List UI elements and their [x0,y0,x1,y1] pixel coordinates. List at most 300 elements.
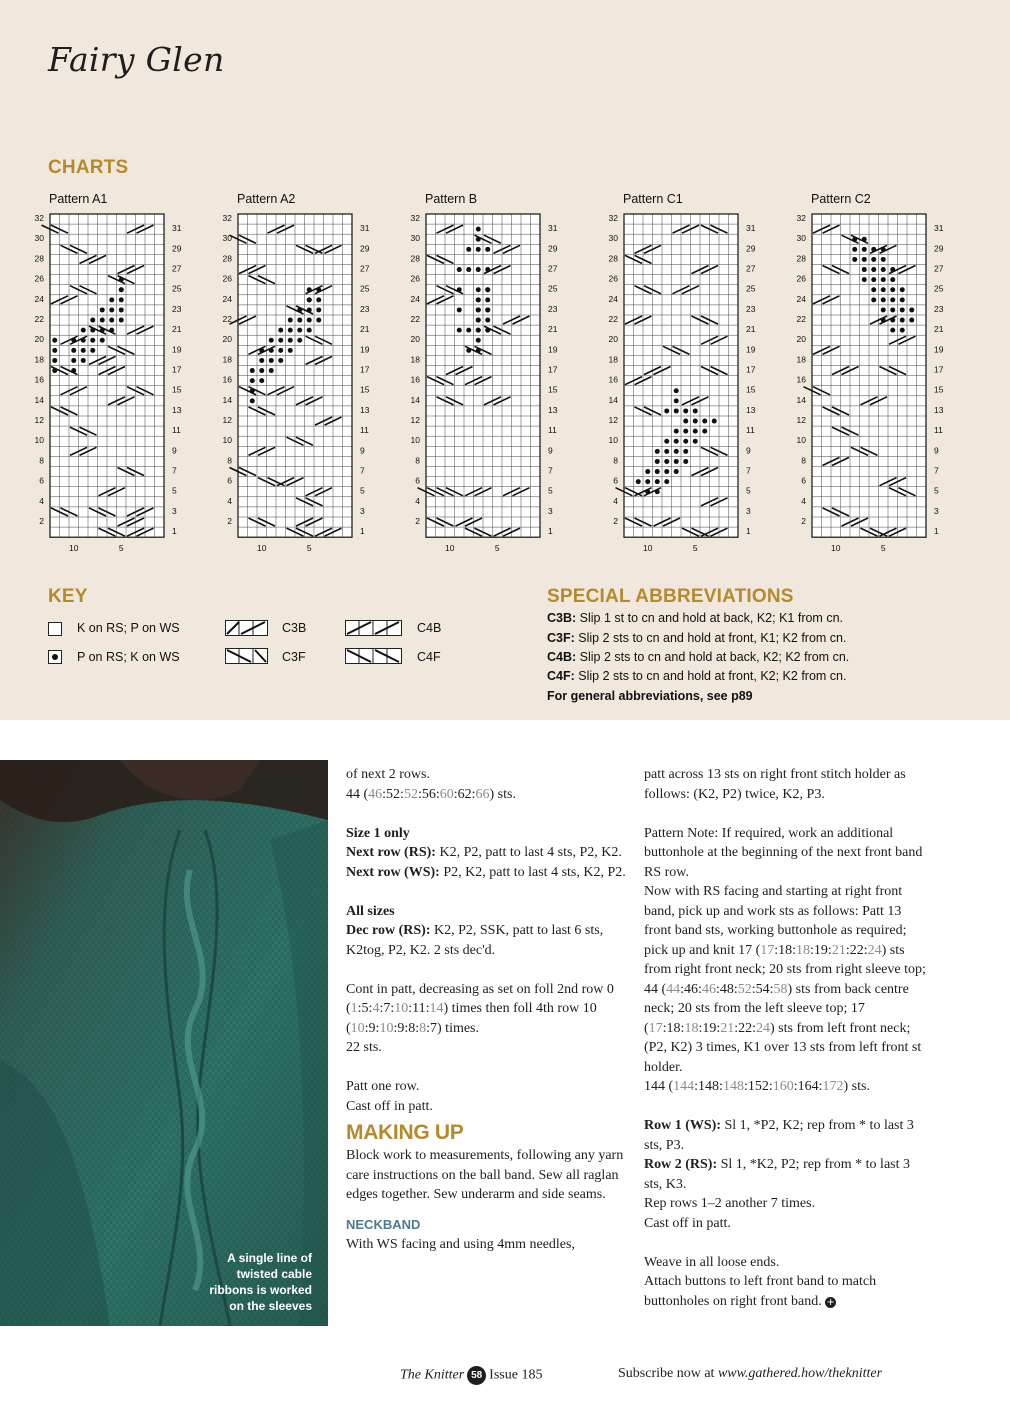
purl-stitch-dot [664,449,669,454]
purl-stitch-dot [862,277,867,282]
footer-issue [400,1366,542,1385]
purl-stitch-dot [278,348,283,353]
row-number-right: 21 [172,324,182,335]
key-heading: KEY [48,586,88,607]
chart-pattern-c1 [600,190,800,560]
purl-stitch-dot [288,348,293,353]
purl-stitch-dot [81,328,86,333]
row-number-left: 16 [608,374,618,385]
row-number-left: 6 [227,475,232,486]
abbr-term: C4F: [547,669,575,683]
row-number-left: 20 [34,334,44,345]
row-number-right: 19 [360,344,370,355]
purl-stitch-dot [52,358,57,363]
purl-stitch-dot [52,348,57,353]
instruction: patt across 13 sts on right front stitch holder as follows: (K2, P2) twice, K2, P3. [644,767,906,802]
row-number-right: 29 [172,243,182,254]
purl-stitch-dot [259,378,264,383]
footer-subscribe: Subscribe now at www.gathered.how/theknitter [618,1366,883,1381]
issue-number: Issue 185 [489,1367,543,1383]
row-number-left: 10 [796,435,806,446]
row-number-right: 3 [934,505,939,516]
purl-stitch-dot [288,338,293,343]
row-number-left: 12 [34,415,44,425]
row-number-left: 22 [608,314,618,324]
purl-stitch-dot [297,338,302,343]
row-number-left: 2 [613,516,618,526]
row-number-right: 15 [746,384,756,395]
stitch-number: 10 [445,543,455,554]
row-number-right: 31 [746,223,756,234]
purl-stitch-dot [871,277,876,282]
row-number-left: 30 [796,233,806,244]
purl-stitch-dot [674,449,679,454]
purl-stitch-dot [655,469,660,474]
row-number-right: 11 [360,425,369,436]
purl-stitch-dot [881,307,886,312]
purl-stitch-dot [466,267,471,272]
row-number-left: 4 [227,495,232,506]
purl-stitch-dot [664,479,669,484]
row-number-left: 2 [227,516,232,526]
purl-stitch-dot [683,419,688,424]
photo-caption: A single line of twisted cable ribbons is worked on the sleeves [209,1251,312,1313]
purl-stitch-dot [881,267,886,272]
purl-stitch-dot [909,307,914,312]
row-number-left: 16 [222,374,232,385]
row-number-right: 27 [360,263,370,274]
row-number-left: 8 [613,455,618,466]
purl-stitch-dot [636,479,641,484]
row-number-left: 28 [410,253,420,264]
abbr-term: C3B: [547,611,577,625]
purl-stitch-dot [288,328,293,333]
purl-stitch-dot [645,469,650,474]
row-number-right: 13 [360,404,370,415]
row-number-right: 13 [548,404,558,415]
row-number-right: 3 [746,505,751,516]
row-number-left: 8 [415,455,420,466]
purl-stitch-dot [100,318,105,323]
row-number-left: 6 [801,475,806,486]
row-number-left: 16 [796,374,806,385]
row-number-right: 7 [746,465,751,476]
purl-stitch-dot [476,328,481,333]
row-number-left: 30 [222,233,232,244]
purl-stitch-dot [645,479,650,484]
key-c3b-label: C3B [282,621,307,635]
row-number-left: 26 [608,273,618,284]
row-number-left: 30 [608,233,618,244]
row-number-left: 26 [410,273,420,284]
key-knit-label: K on RS; P on WS [77,621,180,635]
stitch-number: 10 [831,543,841,554]
row-number-left: 2 [801,516,806,526]
sweater-sleeve-image [0,760,328,1326]
instruction: Next row (RS): K2, P2, patt to last 4 sts, P2, K2. [346,845,622,860]
purl-stitch-dot [862,267,867,272]
purl-stitch-dot [702,419,707,424]
row-number-right: 31 [548,223,558,234]
row-number-right: 9 [934,445,939,456]
row-number-left: 4 [39,495,44,506]
row-number-right: 31 [934,223,944,234]
abbr-c3f [547,631,846,645]
row-number-left: 14 [410,394,420,405]
instruction: Weave in all loose ends. [644,1254,780,1270]
special-abbreviations-heading: SPECIAL ABBREVIATIONS [547,586,794,607]
row-number-right: 29 [934,243,944,254]
abbr-definition: Slip 2 sts to cn and hold at front, K2; K2 from cn. [578,669,847,683]
purl-stitch-dot [890,287,895,292]
purl-stitch-dot [900,287,905,292]
making-up-heading: MAKING UP [346,1121,464,1144]
stitch-number: 10 [643,543,653,554]
row-number-left: 10 [410,435,420,446]
purl-stitch-dot [852,257,857,262]
purl-stitch-dot [881,297,886,302]
row-number-right: 11 [172,425,181,436]
row-number-left: 12 [796,415,806,425]
row-number-left: 22 [222,314,232,324]
stitch-number: 5 [118,543,124,554]
row-number-right: 1 [548,526,553,537]
row-number-right: 9 [548,445,553,456]
stitch-number: 10 [69,543,79,554]
row-number-left: 26 [222,273,232,284]
row-number-right: 17 [172,364,182,375]
abbr-c3b [547,611,843,625]
row-number-right: 15 [934,384,944,395]
row-number-left: 28 [608,253,618,264]
row-number-right: 13 [746,404,756,415]
row-number-right: 21 [360,324,370,335]
row-number-right: 5 [548,485,553,496]
row-number-right: 19 [746,344,756,355]
purl-stitch-dot [683,429,688,434]
purl-stitch-dot [485,247,490,252]
chart-title: Pattern A1 [49,192,108,206]
stitch-count: 22 sts. [346,1040,382,1055]
purl-stitch-dot [278,328,283,333]
key-purl-symbol [48,650,62,664]
abbr-term: C3F: [547,631,575,645]
pattern-column-1 [346,765,626,1254]
row-number-right: 3 [360,505,365,516]
purl-stitch-dot [466,247,471,252]
chart-title: Pattern C2 [811,192,871,206]
purl-stitch-dot [871,267,876,272]
row-number-right: 19 [548,344,558,355]
purl-stitch-dot [674,439,679,444]
chart-title: Pattern C1 [623,192,683,206]
page-title: Fairy Glen [48,40,225,79]
row-number-right: 29 [746,243,756,254]
row-number-right: 5 [360,485,365,496]
purl-stitch-dot [485,318,490,323]
purl-stitch-dot [881,277,886,282]
row-number-left: 20 [796,334,806,345]
row-number-right: 21 [746,324,756,335]
purl-stitch-dot [890,307,895,312]
purl-stitch-dot [288,318,293,323]
chart-pattern-a2 [214,190,414,560]
key-knit-symbol [48,622,62,636]
purl-stitch-dot [109,307,114,312]
instruction: Cast off in patt. [644,1215,731,1231]
row-number-left: 22 [410,314,420,324]
purl-stitch-dot [881,257,886,262]
purl-stitch-dot [250,378,255,383]
sweater-photo [0,760,328,1326]
purl-stitch-dot [683,449,688,454]
purl-stitch-dot [683,408,688,413]
purl-stitch-dot [52,338,57,343]
purl-stitch-dot [900,307,905,312]
purl-stitch-dot [269,338,274,343]
purl-stitch-dot [71,358,76,363]
row-number-left: 24 [34,293,44,304]
purl-stitch-dot [862,257,867,262]
instruction: Patt one row. [346,1079,420,1094]
row-number-right: 19 [934,344,944,355]
row-number-right: 23 [746,303,756,314]
row-number-left: 6 [415,475,420,486]
row-number-left: 10 [222,435,232,446]
row-number-left: 6 [613,475,618,486]
stitch-number: 5 [494,543,500,554]
row-number-left: 2 [415,516,420,526]
row-number-left: 32 [608,213,618,223]
purl-stitch-dot [485,307,490,312]
row-number-right: 19 [172,344,182,355]
instruction: Row 2 (RS): Sl 1, *K2, P2; rep from * to last 3 sts, K3. [644,1157,910,1192]
row-number-left: 12 [222,415,232,425]
key-purl-label: P on RS; K on WS [77,650,180,664]
row-number-left: 18 [608,354,618,365]
size-heading: All sizes [346,903,395,919]
row-number-left: 32 [796,213,806,223]
purl-stitch-dot [674,429,679,434]
row-number-right: 15 [172,384,182,395]
purl-stitch-dot [119,287,124,292]
purl-stitch-dot [307,318,312,323]
purl-stitch-dot [297,328,302,333]
key-c4f-symbol [345,648,403,664]
row-number-right: 7 [548,465,553,476]
row-number-left: 6 [39,475,44,486]
stitch-number: 10 [257,543,267,554]
general-abbreviations-note: For general abbreviations, see p89 [547,689,753,703]
row-number-right: 1 [746,526,751,537]
key-c4b-symbol [345,620,403,636]
purl-stitch-dot [457,307,462,312]
row-number-right: 17 [934,364,944,375]
row-number-left: 22 [796,314,806,324]
row-number-left: 8 [801,455,806,466]
purl-stitch-dot [476,307,481,312]
purl-stitch-dot [702,429,707,434]
chart-title: Pattern B [425,192,478,206]
purl-stitch-dot [655,479,660,484]
row-number-right: 27 [172,263,182,274]
row-number-right: 15 [360,384,370,395]
instruction: Cont in patt, decreasing as set on foll 2nd row 0 (1:5:4:7:10:11:14) times then foll 4th row 10 (10:9:10:9:8:8:7) times. [346,981,614,1036]
purl-stitch-dot [693,439,698,444]
purl-stitch-dot [109,318,114,323]
purl-stitch-dot [476,297,481,302]
key-c3f-label: C3F [282,650,306,664]
purl-stitch-dot [664,459,669,464]
row-number-left: 20 [410,334,420,345]
purl-stitch-dot [900,297,905,302]
stitch-count: 144 (144:148:148:152:160:164:172) sts. [644,1079,870,1094]
purl-stitch-dot [664,408,669,413]
stitch-number: 5 [306,543,312,554]
instruction: Next row (WS): P2, K2, patt to last 4 sts, K2, P2. [346,864,626,880]
row-number-left: 12 [410,415,420,425]
purl-stitch-dot [90,338,95,343]
purl-stitch-dot [250,398,255,403]
row-number-left: 18 [34,354,44,365]
purl-stitch-dot [664,439,669,444]
purl-stitch-dot [90,318,95,323]
key-c3f-symbol [225,648,269,664]
purl-stitch-dot [693,408,698,413]
purl-stitch-dot [307,328,312,333]
purl-stitch-dot [693,429,698,434]
row-number-left: 2 [39,516,44,526]
row-number-left: 20 [608,334,618,345]
purl-stitch-dot [890,297,895,302]
row-number-right: 29 [360,243,370,254]
row-number-right: 1 [360,526,365,537]
purl-stitch-dot [457,267,462,272]
row-number-right: 29 [548,243,558,254]
instruction: Block work to measurements, following any yarn care instructions on the ball band. Sew all raglan edges together. Sew underarm and side seams. [346,1148,624,1202]
stitch-number: 5 [692,543,698,554]
row-number-left: 30 [34,233,44,244]
purl-stitch-dot [890,328,895,333]
purl-stitch-dot [71,348,76,353]
purl-stitch-dot [81,348,86,353]
abbr-term: C4B: [547,650,577,664]
row-number-right: 23 [548,303,558,314]
row-number-left: 10 [608,435,618,446]
purl-stitch-dot [269,368,274,373]
row-number-left: 26 [34,273,44,284]
abbr-c4b [547,650,849,664]
row-number-left: 18 [410,354,420,365]
purl-stitch-dot [466,328,471,333]
purl-stitch-dot [119,307,124,312]
purl-stitch-dot [862,247,867,252]
row-number-right: 25 [934,283,944,294]
row-number-left: 28 [34,253,44,264]
row-number-left: 26 [796,273,806,284]
row-number-left: 24 [410,293,420,304]
row-number-left: 4 [415,495,420,506]
purl-stitch-dot [485,287,490,292]
row-number-right: 21 [934,324,944,335]
row-number-right: 27 [548,263,558,274]
row-number-left: 8 [39,455,44,466]
row-number-left: 12 [608,415,618,425]
size-heading: Size 1 only [346,825,410,841]
instruction: With WS facing and using 4mm needles, [346,1236,575,1252]
chart-grid [600,190,800,560]
instruction: Attach buttons to left front band to match buttonholes on right front band. + [644,1274,877,1309]
abbr-definition: Slip 2 sts to cn and hold at back, K2; K2 from cn. [579,650,850,664]
purl-stitch-dot [297,318,302,323]
purl-stitch-dot [269,358,274,363]
abbr-c4f [547,669,846,683]
stitch-number: 5 [880,543,886,554]
row-number-right: 11 [934,425,943,436]
row-number-left: 16 [410,374,420,385]
row-number-right: 17 [360,364,370,375]
purl-stitch-dot [119,297,124,302]
purl-stitch-dot [476,247,481,252]
row-number-left: 32 [410,213,420,223]
row-number-right: 25 [360,283,370,294]
row-number-left: 4 [613,495,618,506]
row-number-left: 22 [34,314,44,324]
row-number-left: 20 [222,334,232,345]
key-c4f-label: C4F [417,650,441,664]
neckband-heading: NECKBAND [346,1216,421,1232]
row-number-right: 3 [548,505,553,516]
purl-stitch-dot [316,297,321,302]
row-number-left: 18 [222,354,232,365]
purl-stitch-dot [119,318,124,323]
purl-stitch-dot [664,469,669,474]
row-number-right: 31 [172,223,182,234]
purl-stitch-dot [871,257,876,262]
row-number-right: 11 [746,425,755,436]
row-number-right: 15 [548,384,558,395]
purl-stitch-dot [881,287,886,292]
chart-title: Pattern A2 [237,192,296,206]
chart-grid [26,190,226,560]
purl-stitch-dot [655,449,660,454]
row-number-right: 13 [934,404,944,415]
abbr-definition: Slip 1 st to cn and hold at back, K2; K1 from cn. [579,611,843,625]
row-number-left: 18 [796,354,806,365]
purl-stitch-dot [900,328,905,333]
row-number-left: 14 [796,394,806,405]
row-number-left: 16 [34,374,44,385]
instruction: Now with RS facing and starting at right front band, pick up and work sts as follows: Patt 13 front band sts, working buttonhole as required; pick up and knit 17 (17:18:18:19:21:22:24) sts from right front neck; 20 sts from right sleeve top; 44 (44:46:46:48:52:54:58) sts from back centre neck; 20 sts from the left sleeve top; 17 (17:18:18:19:21:22:24) sts from left front neck; (P2, K2) 3 times, K1 over 13 sts from left front st holder. [644,884,926,1075]
purl-stitch-dot [476,227,481,232]
subscribe-link[interactable]: www.gathered.how/theknitter [717,1366,883,1381]
purl-stitch-dot [674,388,679,393]
purl-stitch-dot [476,267,481,272]
pattern-note: Pattern Note: If required, work an additional buttonhole at the beginning of the next front band RS row. [644,825,923,880]
purl-stitch-dot [909,318,914,323]
pattern-column-2 [644,765,930,1311]
purl-stitch-dot [674,469,679,474]
purl-stitch-dot [100,307,105,312]
key-c3b-symbol [225,620,269,636]
row-number-right: 9 [746,445,751,456]
row-number-right: 7 [934,465,939,476]
purl-stitch-dot [693,419,698,424]
purl-stitch-dot [476,338,481,343]
row-number-left: 14 [34,394,44,405]
purl-stitch-dot [81,358,86,363]
instruction: Cast off in patt. [346,1098,433,1114]
